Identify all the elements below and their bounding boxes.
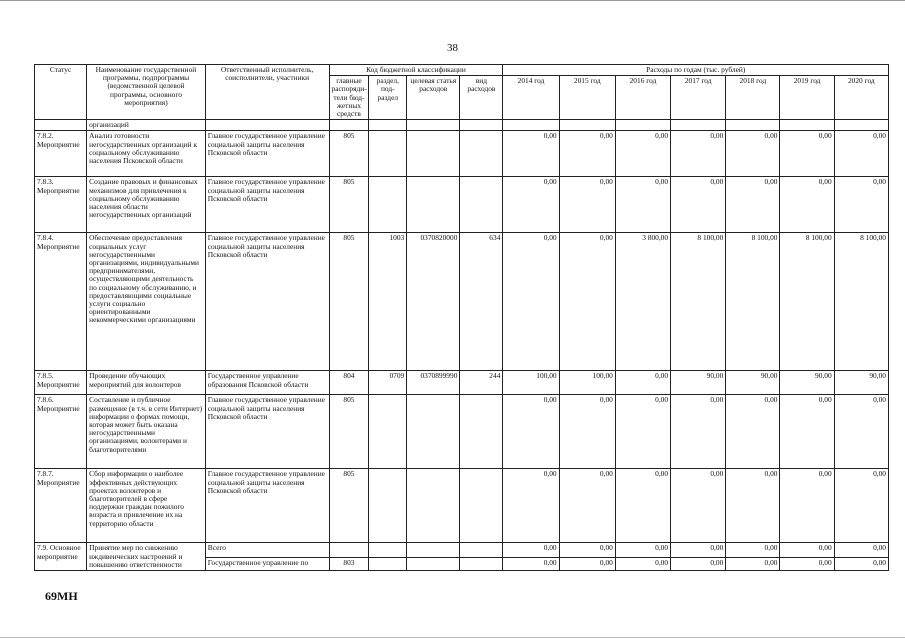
row-value: 0,00: [834, 395, 888, 469]
row-type: [460, 177, 503, 233]
header-grbs: главные распоряди-тели бюд-жетных средств: [329, 76, 369, 120]
table-row: [35, 131, 889, 177]
row-type: 634: [460, 233, 503, 371]
row-grbs: 805: [329, 469, 369, 543]
row-value: 0,00: [671, 558, 726, 571]
row-value: 90,00: [671, 371, 726, 395]
row-name: Анализ готовности негосударственных организаций к социальному обслуживанию населения Псковской области: [87, 131, 206, 177]
row-section: [369, 131, 407, 177]
row-name: Принятие мер по снижению иждивенческих настроений и повышению ответственности: [87, 543, 206, 571]
row-value: 0,00: [559, 177, 615, 233]
row-name: Создание правовых и финансовых механизмов для привлечения к социальному обслуживанию населения области негосударственных организаций: [87, 177, 206, 233]
row-section: [369, 395, 407, 469]
row-value: 0,00: [503, 395, 559, 469]
row-value: 0,00: [559, 543, 615, 558]
row-value: 0,00: [834, 131, 888, 177]
row-value: 0,00: [615, 177, 670, 233]
header-status: Статус: [35, 65, 87, 120]
row-status: 7.9. Основное мероприятие: [35, 543, 87, 571]
table-row: [35, 177, 889, 233]
row-type: [460, 395, 503, 469]
row-value: 0,00: [615, 543, 670, 558]
row-value: 0,00: [615, 558, 670, 571]
scan-bottom-edge: [0, 637, 905, 638]
row-section: [369, 469, 407, 543]
row-section: [369, 177, 407, 233]
row-value: 90,00: [834, 371, 888, 395]
row-value: 0,00: [726, 131, 780, 177]
row-status: 7.8.7. Мероприятие: [35, 469, 87, 543]
row-executor: Главное государственное управление социальной защиты населения Псковской области: [205, 233, 329, 371]
row-executor: Главное государственное управление социальной защиты населения Псковской области: [205, 177, 329, 233]
row-section: 1003: [369, 233, 407, 371]
row-value: 0,00: [671, 395, 726, 469]
header-year: 2014 год: [503, 76, 559, 120]
row-target: [407, 395, 460, 469]
row-value: 8 100,00: [671, 233, 726, 371]
row-value: 0,00: [615, 469, 670, 543]
row-status: 7.8.4. Мероприятие: [35, 233, 87, 371]
page-number: 38: [447, 42, 458, 54]
row-value: 0,00: [559, 233, 615, 371]
row-type: [460, 131, 503, 177]
table-row: [35, 469, 889, 543]
row-name: Сбор информации о наиболее эффективных действующих проектах волонтеров и благотворителей в сфере поддержки граждан пожилого возраста и привлечение их на территорию области: [87, 469, 206, 543]
row-value: 0,00: [671, 131, 726, 177]
row-value: 0,00: [503, 233, 559, 371]
row-name: организаций: [87, 120, 206, 131]
row-value: 0,00: [503, 469, 559, 543]
row-value: 0,00: [503, 558, 559, 571]
row-status: 7.8.5. Мероприятие: [35, 371, 87, 395]
row-value: 3 800,00: [615, 233, 670, 371]
row-value: 0,00: [780, 177, 834, 233]
row-grbs: 805: [329, 131, 369, 177]
row-status: 7.8.2. Мероприятие: [35, 131, 87, 177]
header-year: 2018 год: [726, 76, 780, 120]
budget-table: [34, 64, 889, 571]
row-target: [407, 469, 460, 543]
row-value: 8 100,00: [834, 233, 888, 371]
scan-top-edge: [0, 0, 905, 1]
row-value: 0,00: [726, 177, 780, 233]
row-value: 0,00: [615, 371, 670, 395]
row-status: 7.8.3. Мероприятие: [35, 177, 87, 233]
header-target: целевая статья расходов: [407, 76, 460, 120]
header-name: Наименование государственной программы, подпрограммы (ведомственной целевой программы, основного мероприятия): [87, 65, 206, 120]
row-grbs: 805: [329, 395, 369, 469]
row-value: 0,00: [615, 131, 670, 177]
row-name: Проведение обучающих мероприятий для волонтеров: [87, 371, 206, 395]
row-value: 0,00: [726, 469, 780, 543]
header-year: 2019 год: [780, 76, 834, 120]
row-value: 0,00: [780, 395, 834, 469]
row-value: 0,00: [834, 543, 888, 558]
row-target: [407, 177, 460, 233]
table-row: [35, 120, 889, 131]
header-year: 2015 год: [559, 76, 615, 120]
header-budget-code: Код бюджетной классификации: [329, 65, 503, 76]
row-value: 0,00: [671, 177, 726, 233]
row-section: 0709: [369, 371, 407, 395]
row-target: 0370899990: [407, 371, 460, 395]
row-value: 90,00: [780, 371, 834, 395]
row-value: 100,00: [503, 371, 559, 395]
row-value: 0,00: [834, 469, 888, 543]
table-row: [35, 371, 889, 395]
row-target: [407, 131, 460, 177]
table-row: [35, 395, 889, 469]
row-value: 0,00: [559, 469, 615, 543]
row-grbs: 803: [329, 558, 369, 571]
row-executor: Главное государственное управление социальной защиты населения Псковской области: [205, 469, 329, 543]
row-value: 0,00: [726, 395, 780, 469]
row-value: 0,00: [780, 558, 834, 571]
header-year: 2017 год: [671, 76, 726, 120]
row-value: 0,00: [503, 543, 559, 558]
row-value: 8 100,00: [726, 233, 780, 371]
row-value: 0,00: [671, 469, 726, 543]
row-value: 0,00: [503, 177, 559, 233]
row-target: 0370820000: [407, 233, 460, 371]
row-type: [460, 469, 503, 543]
row-value: 0,00: [559, 395, 615, 469]
row-executor: Главное государственное управление социальной защиты населения Псковской области: [205, 131, 329, 177]
header-type: вид расходов: [460, 76, 503, 120]
row-grbs: 805: [329, 233, 369, 371]
row-executor: Государственное управление по: [205, 558, 329, 571]
row-value: 0,00: [726, 543, 780, 558]
row-value: 0,00: [726, 558, 780, 571]
row-value: 90,00: [726, 371, 780, 395]
row-grbs: 805: [329, 177, 369, 233]
row-status: 7.8.6. Мероприятие: [35, 395, 87, 469]
row-type: 244: [460, 371, 503, 395]
row-value: 0,00: [834, 177, 888, 233]
footer-code: 69МН: [45, 589, 78, 603]
row-value: 0,00: [780, 469, 834, 543]
row-value: 0,00: [559, 131, 615, 177]
row-name: Составление и публичное размещение (в т.ч. в сети Интернет) информации о формах помощи, которая может быть оказана негосударственными организациями, волонтерами и благотворителями: [87, 395, 206, 469]
row-value: 0,00: [503, 131, 559, 177]
header-executor: Ответственный исполнитель, соисполнители, участники: [205, 65, 329, 120]
row-value: 0,00: [834, 558, 888, 571]
header-year: 2020 год: [834, 76, 888, 120]
header-expenses: Расходы по годам (тыс. рублей): [503, 65, 889, 76]
row-executor: Главное государственное управление социальной защиты населения Псковской области: [205, 395, 329, 469]
row-value: 0,00: [615, 395, 670, 469]
row-value: 100,00: [559, 371, 615, 395]
row-value: 0,00: [780, 131, 834, 177]
row-executor: Государственное управление образования Псковской области: [205, 371, 329, 395]
row-value: 0,00: [671, 543, 726, 558]
row-value: 0,00: [559, 558, 615, 571]
table-row: [35, 543, 889, 558]
row-value: 8 100,00: [780, 233, 834, 371]
row-value: 0,00: [780, 543, 834, 558]
row-grbs: 804: [329, 371, 369, 395]
row-grbs: [329, 543, 369, 558]
header-year: 2016 год: [615, 76, 670, 120]
row-executor: Всего: [205, 543, 329, 558]
table-row: [35, 233, 889, 371]
header-section: раздел, под-раздел: [369, 76, 407, 120]
row-name: Обеспечение предоставления социальных услуг негосударственными организациями, индивидуальными предпринимателями, осуществляющими деятельность по социальному обслуживанию, и предоставляющими социальные услуги социально ориентированными некоммерческими организациями: [87, 233, 206, 371]
